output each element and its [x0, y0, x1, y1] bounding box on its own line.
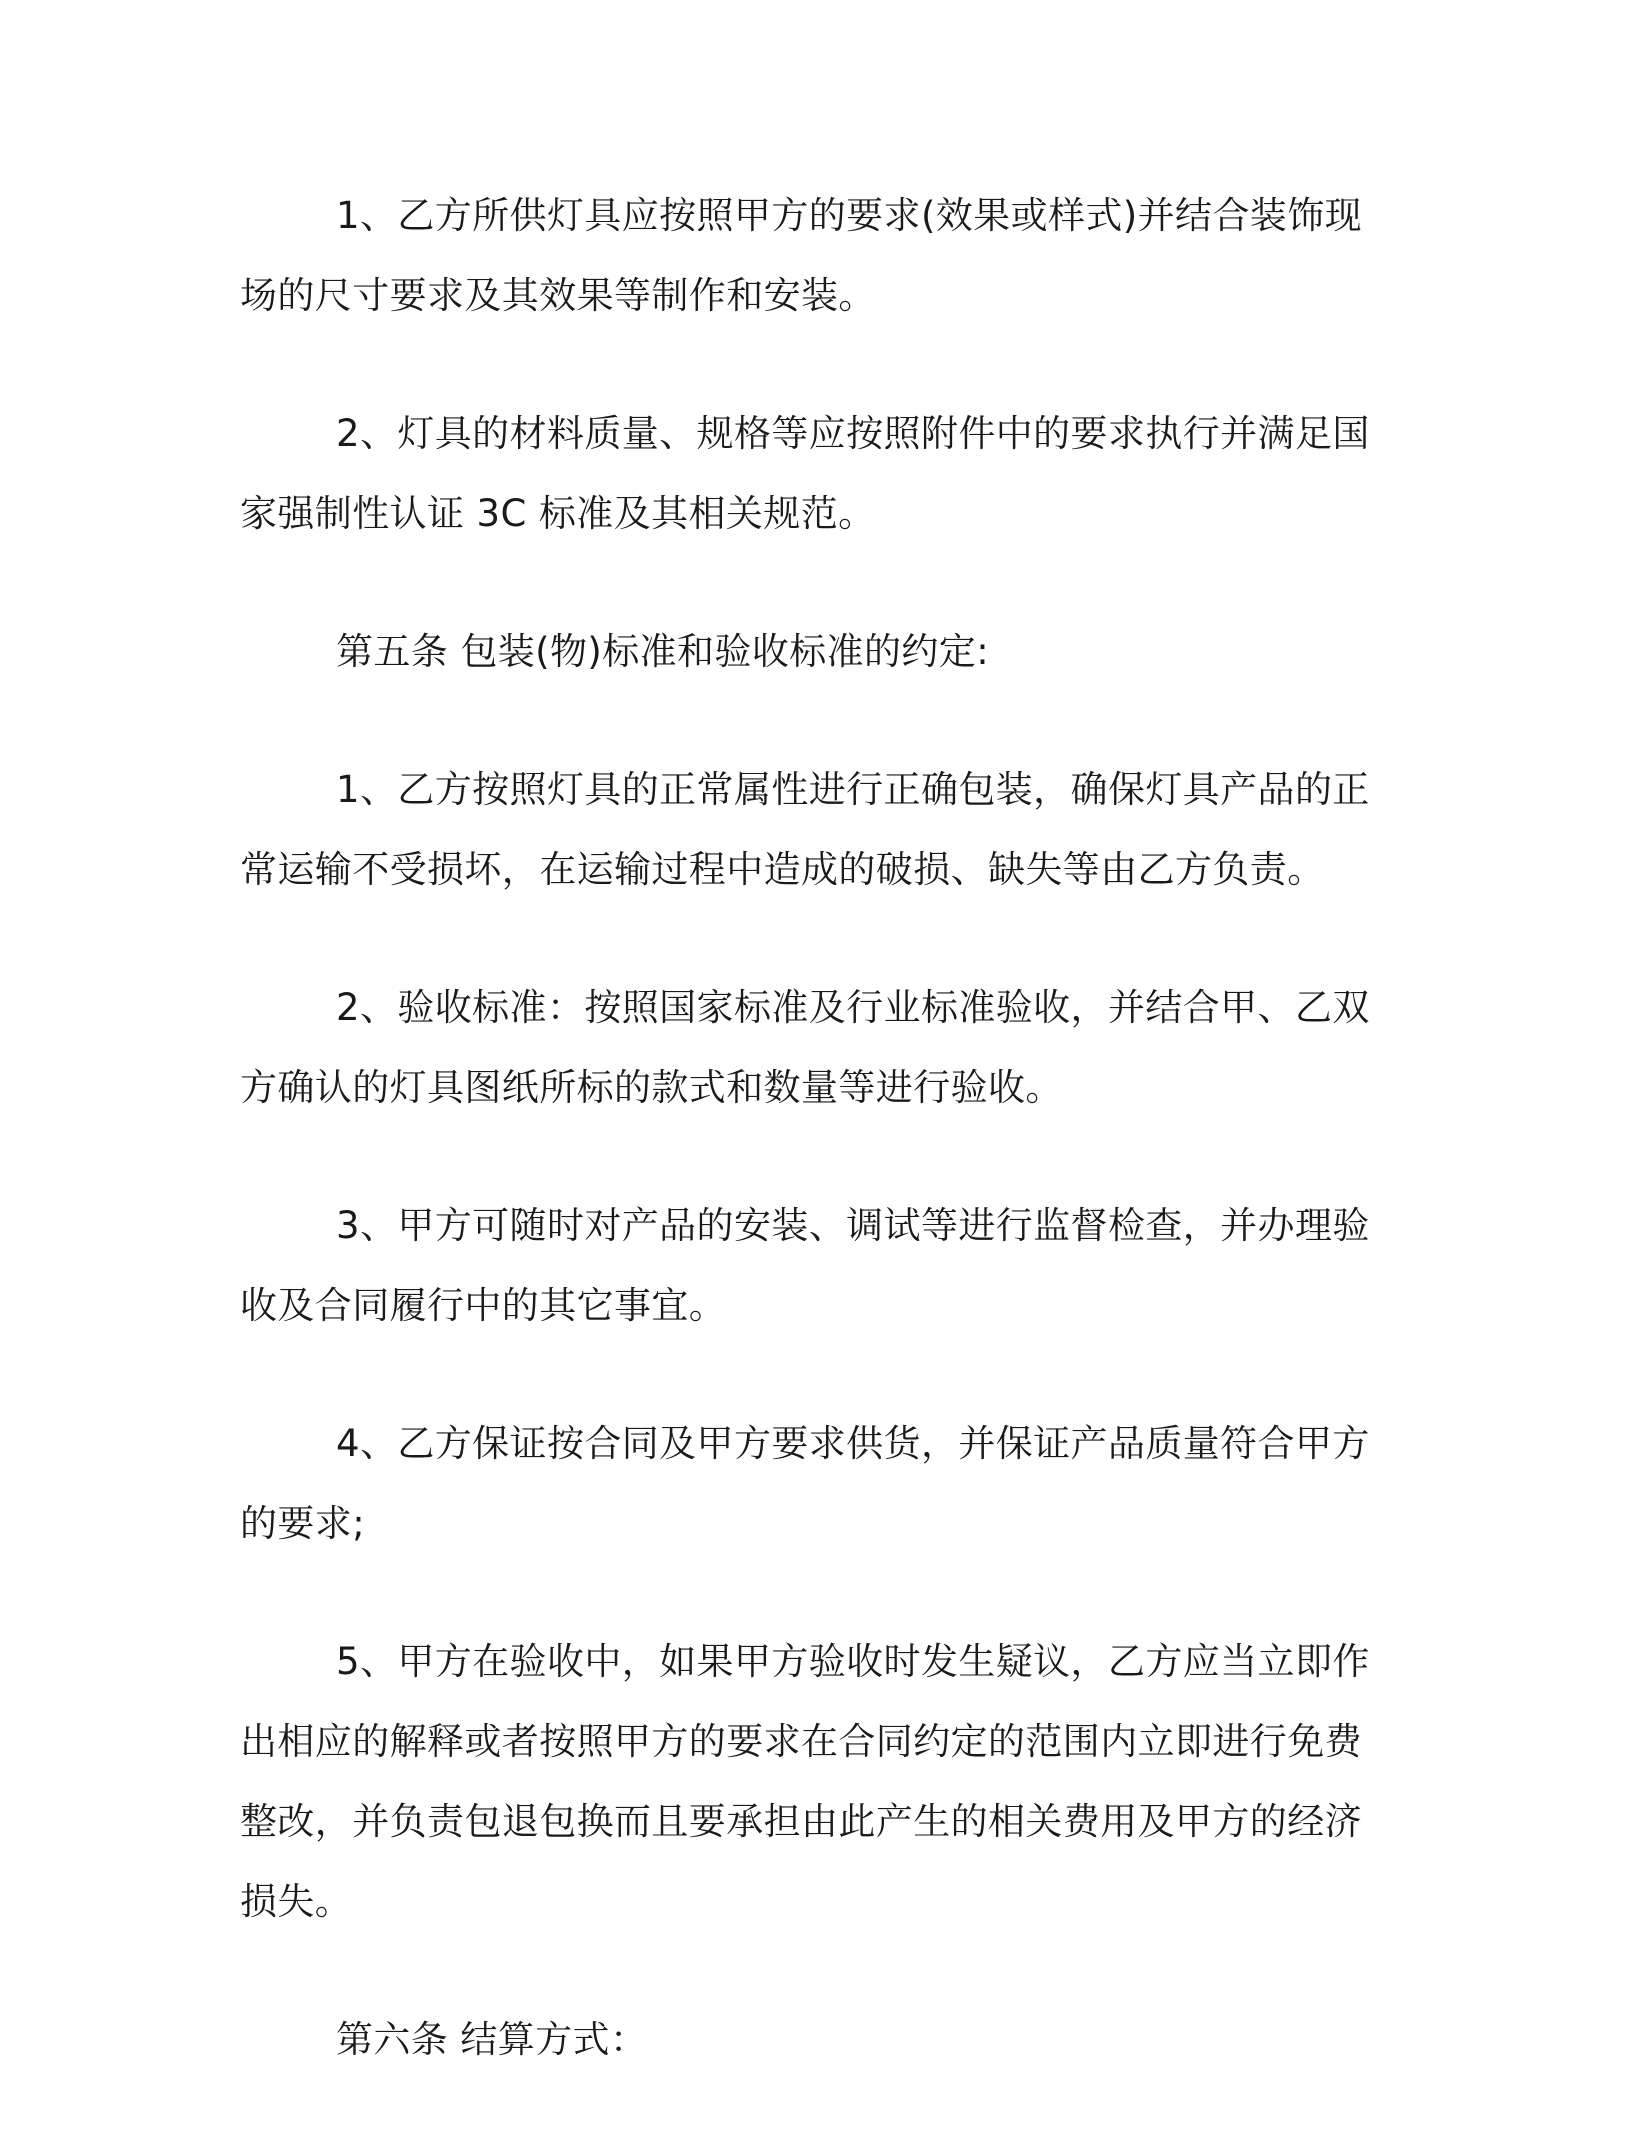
- document-body: [240, 176, 1380, 2138]
- article-6-heading: 第六条 结算方式：: [336, 2018, 648, 2061]
- article-5-item-2-acceptance-standard: 2、验收标准：按照国家标准及行业标准验收，并结合甲、乙双方确认的灯具图纸所标的款式和数量等进行验收。: [240, 986, 1370, 1109]
- clause-item-1-style: 1、乙方所供灯具应按照甲方的要求(效果或样式)并结合装饰现场的尺寸要求及其效果等制作和安装。: [240, 194, 1363, 317]
- article-5-heading: 第五条 包装(物)标准和验收标准的约定:: [336, 630, 990, 673]
- clause-item-2-material: 2、灯具的材料质量、规格等应按照附件中的要求执行并满足国家强制性认证 3C 标准及其相关规范。: [240, 412, 1370, 535]
- article-5-item-3-inspection: 3、甲方可随时对产品的安装、调试等进行监督检查，并办理验收及合同履行中的其它事宜。: [240, 1204, 1370, 1327]
- article-5-item-5-dispute: 5、甲方在验收中，如果甲方验收时发生疑议，乙方应当立即作出相应的解释或者按照甲方的要求在合同约定的范围内立即进行免费整改，并负责包退包换而且要承担由此产生的相关费用及甲方的经济损失。: [240, 1640, 1370, 1923]
- article-5-item-4-supply-guarantee: 4、乙方保证按合同及甲方要求供货，并保证产品质量符合甲方的要求;: [240, 1422, 1370, 1545]
- article-5-item-1-packaging: 1、乙方按照灯具的正常属性进行正确包装，确保灯具产品的正常运输不受损坏，在运输过程中造成的破损、缺失等由乙方负责。: [240, 768, 1370, 891]
